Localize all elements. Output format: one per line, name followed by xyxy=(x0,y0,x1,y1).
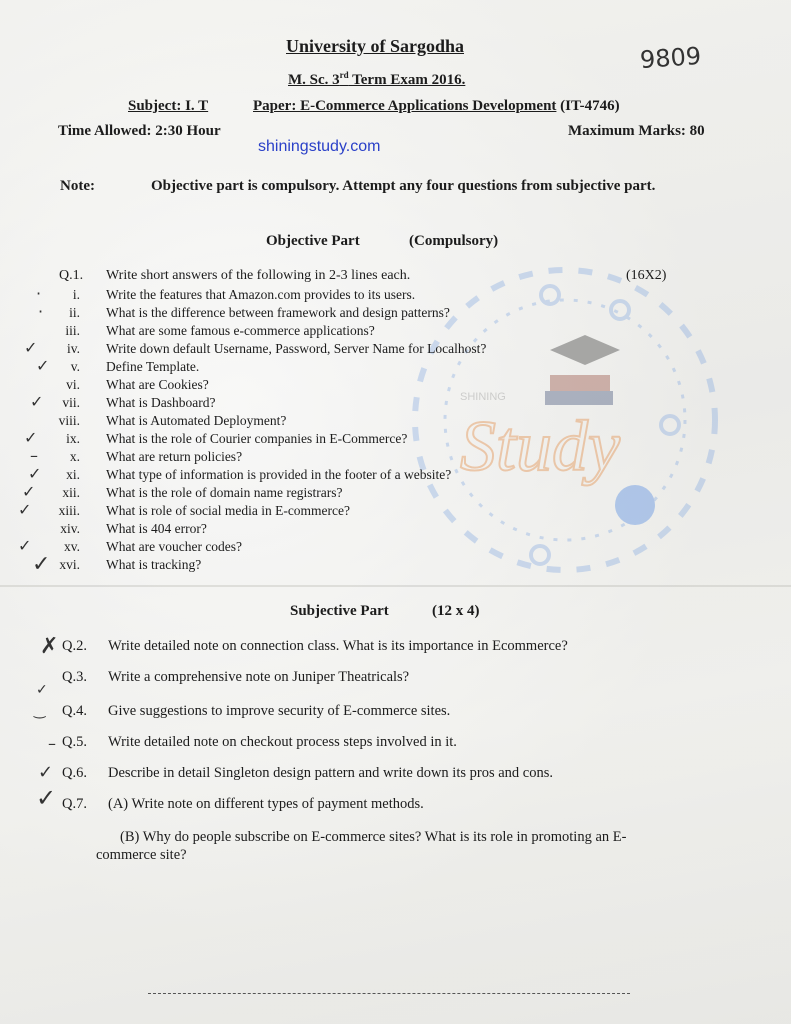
item-text: What are voucher codes? xyxy=(106,539,243,554)
question-text: Write detailed note on checkout process steps involved in it. xyxy=(108,734,457,750)
check-mark-icon: – xyxy=(48,734,56,753)
check-mark-icon: ‿ xyxy=(34,703,46,719)
item-number: vii. xyxy=(62,395,80,410)
item-number: xvi. xyxy=(59,557,80,572)
check-mark-icon: ✓ xyxy=(38,762,54,783)
q7b-text-line2: commerce site? xyxy=(96,847,187,863)
item-text: What is 404 error? xyxy=(106,521,207,536)
cross-mark-icon: ✗ xyxy=(40,634,59,659)
check-mark-icon: – xyxy=(30,446,38,465)
check-mark-icon: · xyxy=(38,302,44,321)
question-number: Q.2. xyxy=(62,638,87,654)
watermark-brand-large: Study xyxy=(460,406,620,486)
check-mark-icon: ✓ xyxy=(24,428,38,447)
paper-fold xyxy=(0,585,791,587)
item-number: i. xyxy=(72,287,80,302)
item-text: Write down default Username, Password, Server Name for Localhost? xyxy=(106,341,487,356)
item-text: Write the features that Amazon.com provides to its users. xyxy=(106,287,416,302)
item-text: What is Automated Deployment? xyxy=(106,413,287,428)
item-text: What type of information is provided in the footer of a website? xyxy=(106,467,452,482)
item-text: What is the difference between framework and design patterns? xyxy=(106,305,450,320)
question-text: Write detailed note on connection class. What is its importance in Ecommerce? xyxy=(108,638,568,654)
item-number: ix. xyxy=(66,431,80,446)
exam-title: M. Sc. 3rd Term Exam 2016. xyxy=(288,70,466,88)
university-title: University of Sargodha xyxy=(286,36,465,56)
check-mark-icon: ✓ xyxy=(30,392,44,411)
subjective-marks: (12 x 4) xyxy=(432,603,480,619)
objective-compulsory: (Compulsory) xyxy=(409,233,499,249)
check-mark-icon: ✓ xyxy=(28,464,42,483)
question-number: Q.4. xyxy=(62,703,87,719)
question-text: Write a comprehensive note on Juniper Theatricals? xyxy=(108,669,410,685)
bottom-dashed-line xyxy=(148,993,630,994)
item-text: Define Template. xyxy=(106,359,200,374)
question-text: (A) Write note on different types of payment methods. xyxy=(108,796,424,812)
item-number: xii. xyxy=(62,485,80,500)
item-text: What is role of social media in E-commerce? xyxy=(106,503,351,518)
subjective-heading: Subjective Part xyxy=(290,603,389,619)
watermark-brand-small: SHINING xyxy=(460,391,506,403)
note-label: Note: xyxy=(60,178,95,194)
time-allowed: Time Allowed: 2:30 Hour xyxy=(58,123,221,139)
check-mark-icon: ✓ xyxy=(18,536,32,555)
question-number: Q.7. xyxy=(62,796,87,812)
item-text: What are return policies? xyxy=(106,449,243,464)
question-number: Q.5. xyxy=(62,734,87,750)
check-mark-icon: ✓ xyxy=(18,500,32,519)
question-text: Give suggestions to improve security of E-commerce sites. xyxy=(108,703,451,719)
item-text: What are some famous e-commerce applications? xyxy=(106,323,375,338)
q1-marks: (16X2) xyxy=(626,268,667,283)
item-number: iii. xyxy=(65,323,80,338)
check-mark-icon: ✓ xyxy=(24,338,38,357)
check-mark-icon: ✓ xyxy=(36,682,48,698)
q1-text: Write short answers of the following in 2-3 lines each. xyxy=(106,268,411,283)
paper-title: Paper: E-Commerce Applications Development (IT-4746) xyxy=(253,98,620,114)
item-text: What is Dashboard? xyxy=(106,395,216,410)
item-text: What is tracking? xyxy=(106,557,202,572)
item-number: xv. xyxy=(64,539,80,554)
question-text: Describe in detail Singleton design pattern and write down its pros and cons. xyxy=(108,765,553,781)
check-mark-icon: ✓ xyxy=(22,482,36,501)
item-number: xiii. xyxy=(58,503,80,518)
item-number: v. xyxy=(70,359,80,374)
subject-label: Subject: I. T xyxy=(128,98,209,114)
item-text: What is the role of Courier companies in E-Commerce? xyxy=(106,431,408,446)
check-mark-icon: ✓ xyxy=(36,784,57,812)
item-number: vi. xyxy=(66,377,80,392)
question-number: Q.3. xyxy=(62,669,87,685)
item-number: iv. xyxy=(67,341,80,356)
check-mark-icon: · xyxy=(36,284,42,303)
item-number: ii. xyxy=(69,305,80,320)
item-text: What are Cookies? xyxy=(106,377,209,392)
q7b-text-line1: (B) Why do people subscribe on E-commerce sites? What is its role in promoting an E- xyxy=(120,829,627,845)
item-number: x. xyxy=(69,449,80,464)
check-mark-icon: ✓ xyxy=(32,552,51,577)
check-mark-icon: ✓ xyxy=(36,356,50,375)
question-number: Q.6. xyxy=(62,765,87,781)
item-number: xiv. xyxy=(60,521,80,536)
handwritten-number: 9809 xyxy=(639,41,702,75)
item-number: xi. xyxy=(66,467,80,482)
note-text: Objective part is compulsory. Attempt any four questions from subjective part. xyxy=(151,178,656,194)
max-marks: Maximum Marks: 80 xyxy=(568,123,705,139)
objective-heading: Objective Part xyxy=(266,233,360,249)
item-text: What is the role of domain name registrars? xyxy=(106,485,343,500)
item-number: viii. xyxy=(58,413,80,428)
q1-number: Q.1. xyxy=(59,268,84,283)
website-link[interactable]: shiningstudy.com xyxy=(258,138,381,155)
